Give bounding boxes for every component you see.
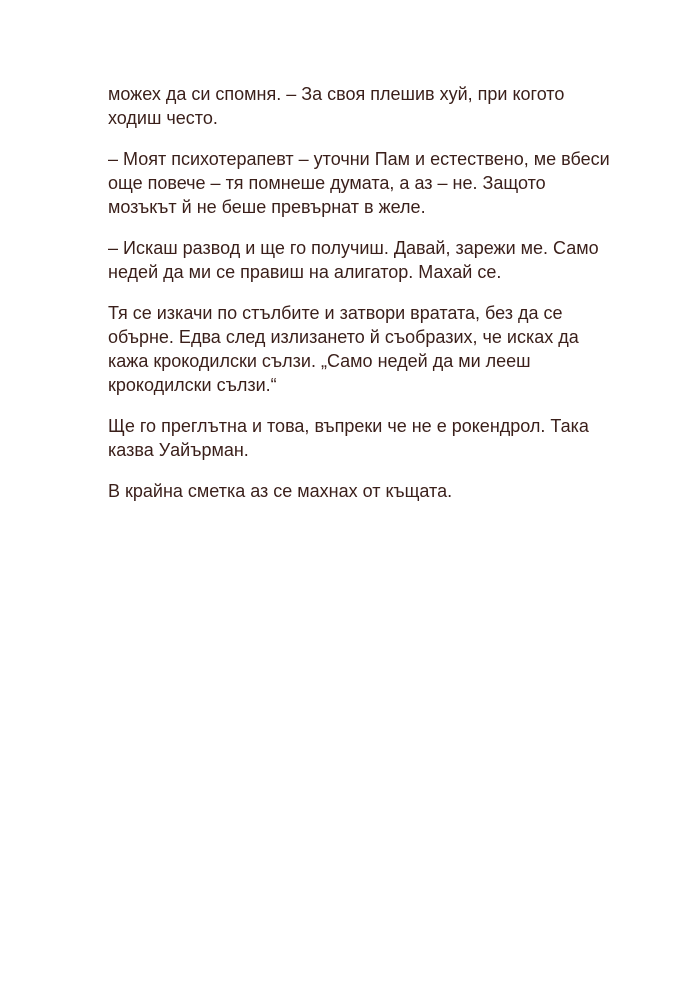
paragraph-1: можех да си спомня. – За своя плешив хуй, при когото ходиш често. <box>108 84 565 128</box>
body-text <box>108 82 616 520</box>
paragraph-5: Ще го преглътна и това, въпреки че не е рокендрол. Така казва Уайърман. <box>108 416 589 460</box>
paragraph-4: Тя се изкачи по стълбите и затвори вратата, без да се обърне. Едва след излизането й съобразих, че исках да кажа крокодилски сълзи. „Само недей да ми лееш крокодилски сълзи.“ <box>108 303 579 395</box>
paragraph-2: – Моят психотерапевт – уточни Пам и естествено, ме вбеси още повече – тя помнеше думата, а аз – не. Защото мозъкът й не беше превърнат в желе. <box>108 149 610 217</box>
paragraph-6: В крайна сметка аз се махнах от къщата. <box>108 481 453 501</box>
paragraph-3: – Искаш развод и ще го получиш. Давай, зарежи ме. Само недей да ми се правиш на алигатор. Махай се. <box>108 238 599 282</box>
